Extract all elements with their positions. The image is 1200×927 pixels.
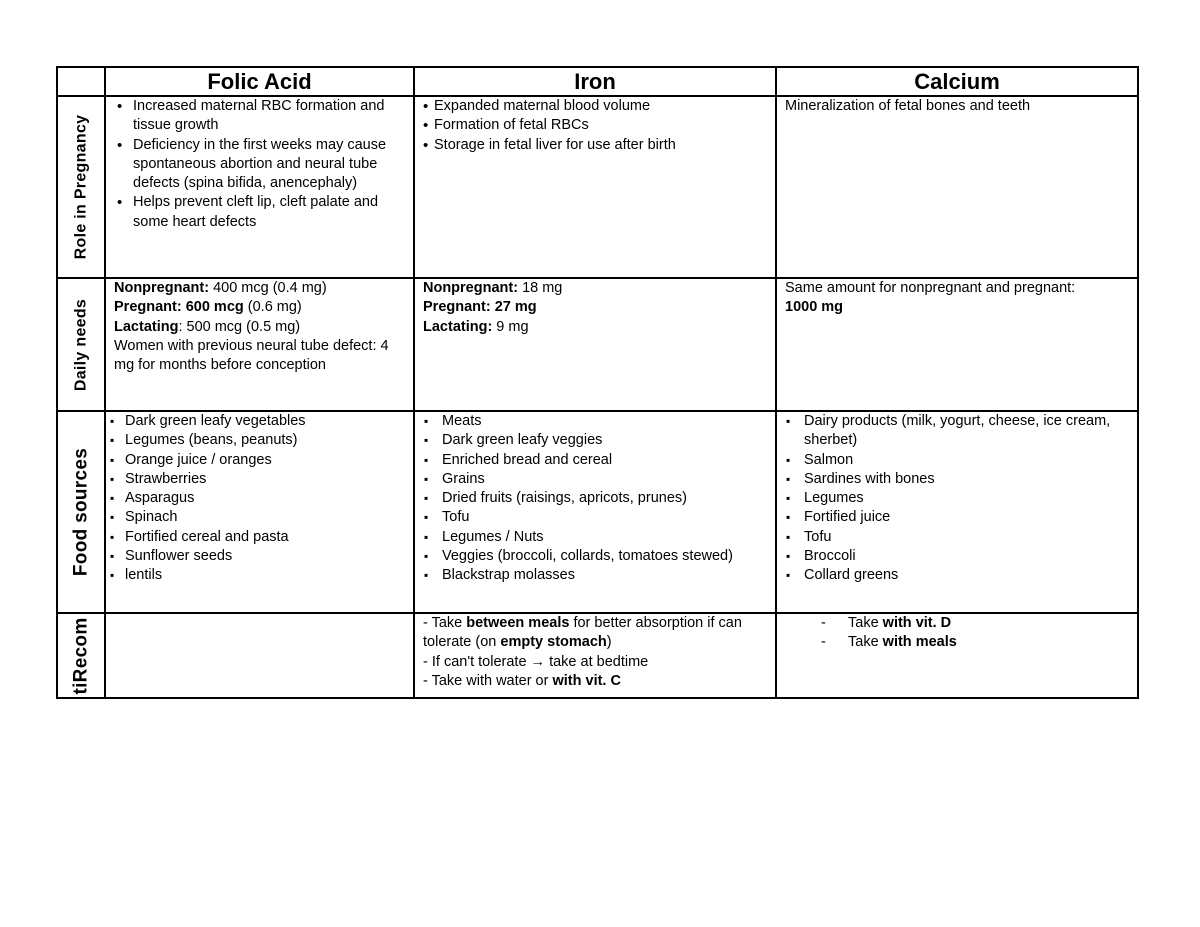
value-nonpregnant: 18 mg [518, 280, 563, 296]
header-row [57, 67, 1138, 96]
note-neural-tube: Women with previous neural tube defect: 4 mg for months before conception [114, 337, 389, 374]
value-nonpregnant: 400 mcg (0.4 mg) [209, 280, 327, 296]
recom-emphasis: with vit. D [882, 615, 952, 631]
row-header-role [57, 96, 105, 278]
label-nonpregnant: Nonpregnant: [423, 280, 519, 296]
cell-role-iron [414, 96, 776, 278]
list-item: ▪ Grains [423, 470, 767, 489]
row-header-recom [57, 613, 105, 698]
recom-emphasis: empty stomach [500, 634, 607, 651]
row-label-recom: tiRecom [70, 616, 92, 695]
list-item: ▪ Legumes / Nuts [423, 528, 767, 547]
list-item: ▪ Blackstrap molasses [423, 566, 767, 585]
label-pregnant: Pregnant: 27 mg [423, 299, 537, 316]
list-item: ▪ Asparagus [106, 489, 405, 508]
list-item: ▪ Dairy products (milk, yogurt, cheese, ice cream, sherbet) [785, 412, 1129, 451]
list-item: ▪ Strawberries [106, 470, 405, 489]
row-header-food [57, 411, 105, 613]
row-recommendations [57, 613, 1138, 698]
list-item: ▪ Meats [423, 412, 767, 431]
cell-food-iron [414, 411, 776, 613]
role-calcium-text: Mineralization of fetal bones and teeth [785, 98, 1031, 114]
list-item: • Formation of fetal RBCs [423, 116, 767, 135]
daily-calcium-text: Same amount for nonpregnant and pregnant: [785, 280, 1076, 296]
list-item [785, 614, 1129, 633]
list-item: • Deficiency in the first weeks may cause spontaneous abortion and neural tube defects (spina bifida, anencephaly) [114, 136, 405, 194]
list-item: ▪ Salmon [785, 451, 1129, 470]
column-header-calcium: Calcium [776, 67, 1138, 96]
recom-emphasis: with meals [882, 634, 957, 651]
row-daily-needs [57, 278, 1138, 411]
cell-food-folic [105, 411, 414, 613]
corner-cell [57, 67, 105, 96]
cell-role-calcium [776, 96, 1138, 278]
list-item: • Helps prevent cleft lip, cleft palate and some heart defects [114, 193, 405, 232]
list-item: ▪ Sardines with bones [785, 470, 1129, 489]
list-item: ▪ Legumes [785, 489, 1129, 508]
label-pregnant: Pregnant: 600 mcg [114, 299, 244, 316]
row-label-role: Role in Pregnancy [72, 114, 90, 260]
cell-food-calcium [776, 411, 1138, 613]
list-item: ▪ Sunflower seeds [106, 547, 405, 566]
list-item: ▪ Fortified juice [785, 508, 1129, 527]
list-item: ▪ Tofu [423, 508, 767, 527]
cell-recom-calcium [776, 613, 1138, 698]
recom-text: Take [848, 615, 883, 631]
recom-text: - Take with water or [423, 672, 553, 689]
list-item: ▪ Fortified cereal and pasta [106, 528, 405, 547]
recom-text: for better absorption if can tolerate (on [423, 615, 742, 651]
list-item: • Increased maternal RBC formation and tissue growth [114, 97, 405, 136]
recom-emphasis: with vit. C [552, 672, 621, 689]
label-lactating: Lactating [114, 318, 179, 335]
row-role-in-pregnancy [57, 96, 1138, 278]
recom-text: ) [606, 634, 612, 651]
list-item: ▪ Legumes (beans, peanuts) [106, 431, 405, 450]
row-label-food: Food sources [70, 447, 92, 577]
list-item: ▪ Dried fruits (raisings, apricots, prunes) [423, 489, 767, 508]
list-item: ▪ Veggies (broccoli, collards, tomatoes stewed) [423, 547, 767, 566]
list-item: ▪ Enriched bread and cereal [423, 451, 767, 470]
list-item: ▪ Tofu [785, 528, 1129, 547]
recom-bedtime: - If can't tolerate → take at bedtime [423, 653, 649, 670]
value-lactating: 9 mg [492, 318, 529, 335]
cell-recom-folic [105, 613, 414, 698]
column-header-folic-acid: Folic Acid [105, 67, 414, 96]
list-item: ▪ Dark green leafy veggies [423, 431, 767, 450]
cell-daily-folic [105, 278, 414, 411]
value-pregnant: (0.6 mg) [243, 299, 302, 316]
label-lactating: Lactating: [423, 318, 493, 335]
list-item: ▪ lentils [106, 566, 405, 585]
list-item: • Expanded maternal blood volume [423, 97, 767, 116]
recom-text: Take [848, 634, 883, 651]
cell-daily-iron [414, 278, 776, 411]
list-item: ▪ Collard greens [785, 566, 1129, 585]
label-nonpregnant: Nonpregnant: [114, 280, 210, 296]
nutrient-table [56, 66, 1139, 699]
column-header-iron: Iron [414, 67, 776, 96]
recom-emphasis: between meals [466, 615, 570, 631]
value-lactating: : 500 mcg (0.5 mg) [178, 318, 301, 335]
cell-role-folic [105, 96, 414, 278]
list-item: • Storage in fetal liver for use after birth [423, 136, 767, 155]
recom-text: - Take [423, 615, 467, 631]
list-item: ▪ Dark green leafy vegetables [106, 412, 405, 431]
list-item [785, 633, 1129, 652]
row-header-daily [57, 278, 105, 411]
cell-daily-calcium [776, 278, 1138, 411]
list-item: ▪ Broccoli [785, 547, 1129, 566]
row-food-sources [57, 411, 1138, 613]
row-label-daily: Daily needs [72, 298, 90, 391]
list-item: ▪ Spinach [106, 508, 405, 527]
cell-recom-iron [414, 613, 776, 698]
daily-calcium-amount: 1000 mg [785, 299, 844, 316]
list-item: ▪ Orange juice / oranges [106, 451, 405, 470]
